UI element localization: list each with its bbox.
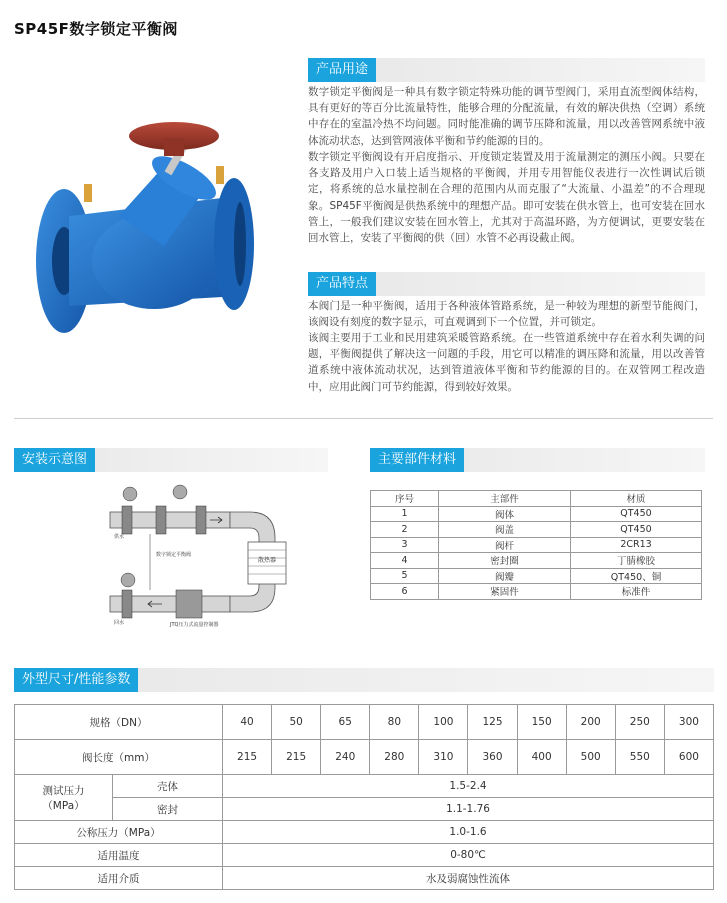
parts-cell-index: 5 (371, 568, 439, 584)
spec-value: 80 (370, 705, 419, 740)
length-value: 550 (615, 740, 664, 775)
temperature-label: 适用温度 (15, 844, 223, 867)
parts-cell-material: 2CR13 (571, 537, 702, 553)
device-caption: JTQ压力式流量控制器 (170, 622, 219, 628)
length-value: 360 (468, 740, 517, 775)
parts-table (370, 490, 702, 600)
table-row (15, 821, 714, 844)
shell-label: 壳体 (113, 775, 223, 798)
features-paragraph-2: 该阀主要用于工业和民用建筑采暖管路系统。在一些管道系统中存在着水利失调的问题，平衡阀提供了解决这一问题的手段，用它可以精准的调压降和流量，用以改善管道系统中液体流动状况，达到管道液体平衡和节约能源的目的。在双管网工程改造中，应用此阀门可节约能源，得到较好效果。 (308, 332, 705, 393)
features-section-header (308, 272, 705, 296)
shell-value: 1.5-2.4 (223, 775, 714, 798)
spec-value: 125 (468, 705, 517, 740)
page-title: SP45F数字锁定平衡阀 (14, 20, 178, 38)
table-row (15, 798, 714, 821)
parts-section-header (370, 448, 705, 472)
temperature-value: 0-80℃ (223, 844, 714, 867)
parts-cell-index: 6 (371, 584, 439, 600)
medium-label: 适用介质 (15, 867, 223, 890)
table-row (371, 522, 702, 538)
table-row (15, 705, 714, 740)
parts-cell-material: QT450、铜 (571, 568, 702, 584)
length-value: 400 (517, 740, 566, 775)
seal-label: 密封 (113, 798, 223, 821)
features-heading: 产品特点 (308, 272, 376, 296)
parts-cell-index: 2 (371, 522, 439, 538)
table-row (15, 867, 714, 890)
nominal-pressure-value: 1.0-1.6 (223, 821, 714, 844)
length-value: 600 (664, 740, 713, 775)
table-row (15, 844, 714, 867)
parts-cell-part: 阀瓣 (439, 568, 571, 584)
parts-cell-part: 阀盖 (439, 522, 571, 538)
table-row (371, 506, 702, 522)
nominal-pressure-label: 公称压力（MPa） (15, 821, 223, 844)
spec-value: 150 (517, 705, 566, 740)
spec-value: 200 (566, 705, 615, 740)
spec-label: 规格（DN） (15, 705, 223, 740)
parts-col-index: 序号 (371, 491, 439, 507)
spec-value: 65 (321, 705, 370, 740)
parts-heading: 主要部件材料 (370, 448, 464, 472)
length-value: 215 (272, 740, 321, 775)
parts-cell-index: 3 (371, 537, 439, 553)
seal-value: 1.1-1.76 (223, 798, 714, 821)
table-row (371, 553, 702, 569)
parts-header-row (371, 491, 702, 507)
table-row (15, 740, 714, 775)
parts-cell-material: QT450 (571, 506, 702, 522)
valve-product-image (24, 96, 274, 356)
parts-col-part: 主部件 (439, 491, 571, 507)
parts-cell-material: 丁腈橡胶 (571, 553, 702, 569)
test-pressure-label: 测试压力（MPa） (15, 775, 113, 821)
spec-value: 50 (272, 705, 321, 740)
features-paragraph-1: 本阀门是一种平衡阀，适用于各种液体管路系统，是一种较为理想的新型节能阀门，该阀设有刻度的数字显示，可直观调到下一个位置，并可锁定。 (308, 300, 705, 329)
spec-value: 40 (223, 705, 272, 740)
usage-paragraph-1: 数字锁定平衡阀是一种具有数字锁定特殊功能的调节型阀门，采用直流型阀体结构，具有更好的等百分比流量特性，能够合理的分配流量，有效的解决供热（空调）系统中存在的室温冷热不均问题。同时能准确的调节压降和流量，用以改善管网系统中液体流动状态，达到管网液体平衡和节约能源的目的。 (308, 86, 705, 147)
parts-cell-part: 紧固件 (439, 584, 571, 600)
table-row (371, 568, 702, 584)
length-value: 310 (419, 740, 468, 775)
section-divider (14, 418, 713, 419)
spec-value: 100 (419, 705, 468, 740)
parts-cell-part: 阀杆 (439, 537, 571, 553)
length-value: 215 (223, 740, 272, 775)
install-diagram (100, 478, 300, 638)
return-label: 回水 (114, 620, 125, 626)
table-row (15, 775, 714, 798)
usage-heading: 产品用途 (308, 58, 376, 82)
parts-cell-index: 4 (371, 553, 439, 569)
dims-section-header (14, 668, 714, 692)
spec-value: 300 (664, 705, 713, 740)
install-heading: 安装示意图 (14, 448, 95, 472)
parts-col-material: 材质 (571, 491, 702, 507)
length-value: 280 (370, 740, 419, 775)
parts-cell-index: 1 (371, 506, 439, 522)
parts-cell-material: QT450 (571, 522, 702, 538)
medium-value: 水及弱腐蚀性流体 (223, 867, 714, 890)
parts-cell-material: 标准件 (571, 584, 702, 600)
parts-cell-part: 密封圈 (439, 553, 571, 569)
usage-paragraph-2: 数字锁定平衡阀设有开启度指示、开度锁定装置及用于流量测定的测压小阀。只要在各支路及用户入口装上适当规格的平衡阀，并用专用智能仪表进行一次性调试后锁定，将系统的总水量控制在合理的范围内从而克服了“大流量、小温差”的不合理现象。SP45F平衡阀是供热系统中的理想产品。即可安装在供水管上，也可安装在回水管上，一般我们建议安装在回水管上，尤其对于高温环路，为方便调试，更要安装在回水管上，安装了平衡阀的供（回）水管不必再设截止阀。 (308, 151, 705, 245)
dims-table (14, 704, 714, 890)
spec-value: 250 (615, 705, 664, 740)
length-label: 阀长度（mm） (15, 740, 223, 775)
table-row (371, 584, 702, 600)
valve-caption: 数字锁定平衡阀 (156, 552, 192, 558)
length-value: 500 (566, 740, 615, 775)
usage-section-header (308, 58, 705, 82)
length-value: 240 (321, 740, 370, 775)
supply-label: 供水 (114, 534, 125, 540)
table-row (371, 537, 702, 553)
dims-heading: 外型尺寸/性能参数 (14, 668, 138, 692)
heater-label: 散热器 (257, 557, 277, 564)
install-section-header (14, 448, 328, 472)
parts-cell-part: 阀体 (439, 506, 571, 522)
